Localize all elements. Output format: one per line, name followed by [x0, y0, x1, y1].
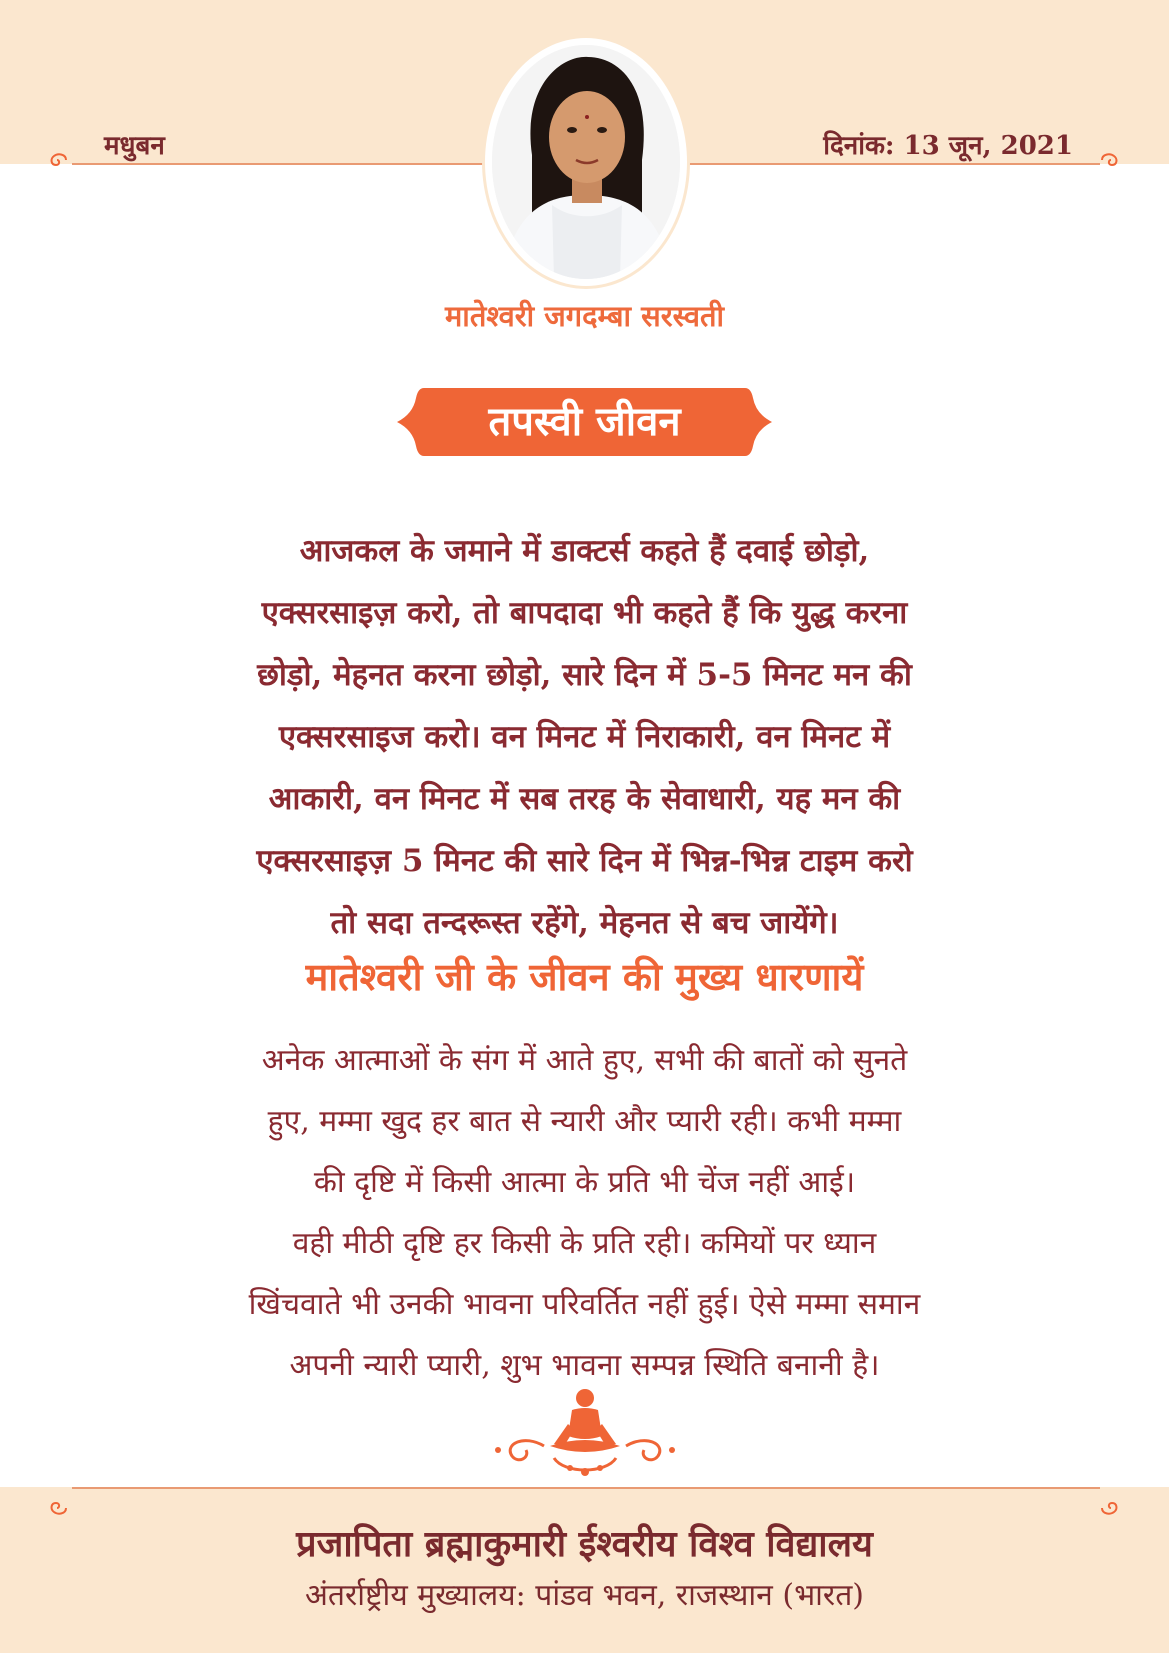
section-heading: मातेश्वरी जी के जीवन की मुख्य धारणायें	[305, 954, 864, 999]
footer-right-curl-icon	[1100, 1496, 1122, 1518]
paragraph-line: अनेक आत्माओं के संग में आते हुए, सभी की बातों को सुनते	[261, 1043, 908, 1078]
left-curl-icon	[46, 150, 68, 172]
meditation-figure-icon	[484, 1384, 686, 1484]
paragraph-line: एक्सरसाइज़ करो, तो बापदादा भी कहते हैं कि युद्ध करना	[261, 595, 908, 631]
main-paragraph	[150, 520, 1019, 954]
paragraph-line: की दृष्टि में किसी आत्मा के प्रति भी चेंज नहीं आई।	[313, 1165, 856, 1200]
header-rule-right	[680, 163, 1100, 165]
paragraph-line: छोड़ो, मेहनत करना छोड़ो, सारे दिन में 5-5 मिनट मन की	[257, 657, 912, 693]
right-curl-icon	[1100, 150, 1122, 172]
organization-name: प्रजापिता ब्रह्माकुमारी ईश्वरीय विश्व विद्यालय	[296, 1523, 873, 1565]
header-rule-left	[72, 163, 492, 165]
paragraph-line: हुए, मम्मा खुद हर बात से न्यारी और प्यारी रही। कभी मम्मा	[267, 1104, 902, 1139]
person-name: मातेश्वरी जगदम्बा सरस्वती	[444, 299, 725, 333]
paragraph-line: आकारी, वन मिनट में सब तरह के सेवाधारी, यह मन की	[268, 781, 901, 817]
section-paragraph	[190, 1030, 979, 1396]
paragraph-line: खिंचवाते भी उनकी भावना परिवर्तित नहीं हुई। ऐसे मम्मा समान	[248, 1287, 921, 1322]
location-label: मधुबन	[104, 131, 165, 161]
paragraph-line: तो सदा तन्दरूस्त रहेंगे, मेहनत से बच जायेंगे।	[330, 905, 839, 941]
portrait-illustration	[492, 45, 680, 279]
paragraph-line: वही मीठी दृष्टि हर किसी के प्रति रही। कमियों पर ध्यान	[292, 1226, 877, 1261]
footer-band	[0, 1487, 1169, 1653]
date-label: दिनांक: 13 जून, 2021	[823, 131, 1073, 161]
paragraph-line: आजकल के जमाने में डाक्टर्स कहते हैं दवाई छोड़ो,	[299, 533, 870, 569]
paragraph-line: अपनी न्यारी प्यारी, शुभ भावना सम्पन्न स्थिति बनानी है।	[289, 1348, 880, 1383]
footer-rule	[72, 1487, 1100, 1489]
banner-title: तपस्वी जीवन	[488, 398, 681, 445]
paragraph-line: एक्सरसाइज़ 5 मिनट की सारे दिन में भिन्न-भिन्न टाइम करो	[256, 843, 913, 879]
footer-left-curl-icon	[46, 1496, 68, 1518]
paragraph-line: एक्सरसाइज करो। वन मिनट में निराकारी, वन मिनट में	[278, 719, 891, 755]
portrait-image	[492, 45, 680, 279]
headquarters-address: अंतर्राष्ट्रीय मुख्यालय: पांडव भवन, राजस्थान (भारत)	[304, 1578, 865, 1613]
